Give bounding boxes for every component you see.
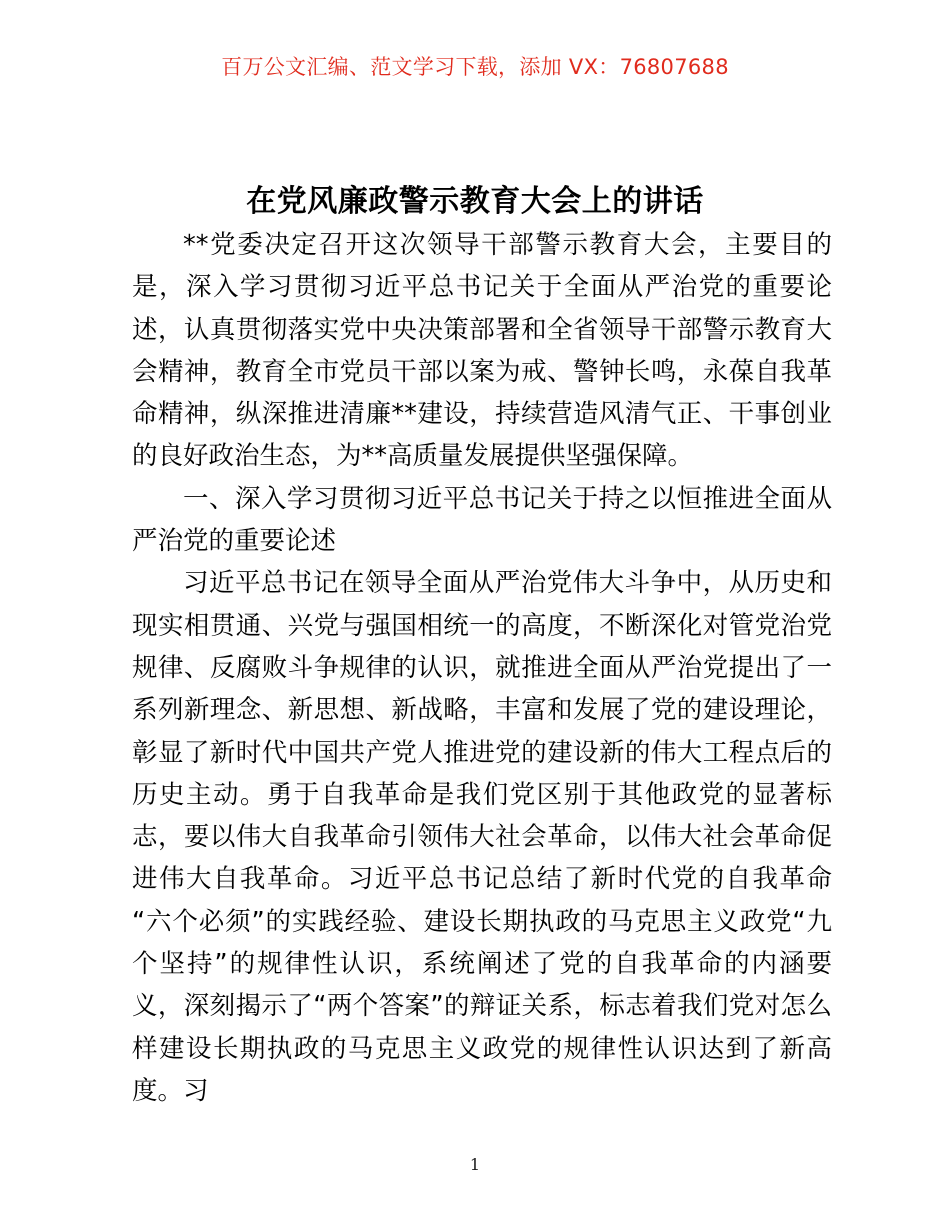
promo-watermark-header: 百万公文汇编、范文学习下载，添加 VX：76807688: [221, 55, 729, 79]
document-body: [132, 224, 832, 1112]
paragraph-opening: **党委决定召开这次领导干部警示教育大会，主要目的是，深入学习贯彻习近平总书记关于全面从严治党的重要论述，认真贯彻落实党中央决策部署和全省领导干部警示教育大会精神，教育全市党员干部以案为戒、警钟长鸣，永葆自我革命精神，纵深推进清廉**建设，持续营造风清气正、干事创业的良好政治生态，为**高质量发展提供坚强保障。: [132, 230, 832, 472]
paragraph-section-one-body: 习近平总书记在领导全面从严治党伟大斗争中，从历史和现实相贯通、兴党与强国相统一的高度，不断深化对管党治党规律、反腐败斗争规律的认识，就推进全面从严治党提出了一系列新理念、新思想、新战略，丰富和发展了党的建设理论，彰显了新时代中国共产党人推进党的建设新的伟大工程点后的历史主动。勇于自我革命是我们党区别于其他政党的显著标志，要以伟大自我革命引领伟大社会革命，以伟大社会革命促进伟大自我革命。习近平总书记总结了新时代党的自我革命“六个必须”的实践经验、建设长期执政的马克思主义政党“九个坚持”的规律性认识，系统阐述了党的自我革命的内涵要义，深刻揭示了“两个答案”的辩证关系，标志着我们党对怎么样建设长期执政的马克思主义政党的规律性认识达到了新高度。习: [132, 568, 832, 1106]
page-title: 在党风廉政警示教育大会上的讲话: [246, 184, 704, 220]
section-heading-one: 一、深入学习贯彻习近平总书记关于持之以恒推进全面从严治党的重要论述: [132, 483, 832, 557]
page-number: 1: [469, 1155, 481, 1174]
